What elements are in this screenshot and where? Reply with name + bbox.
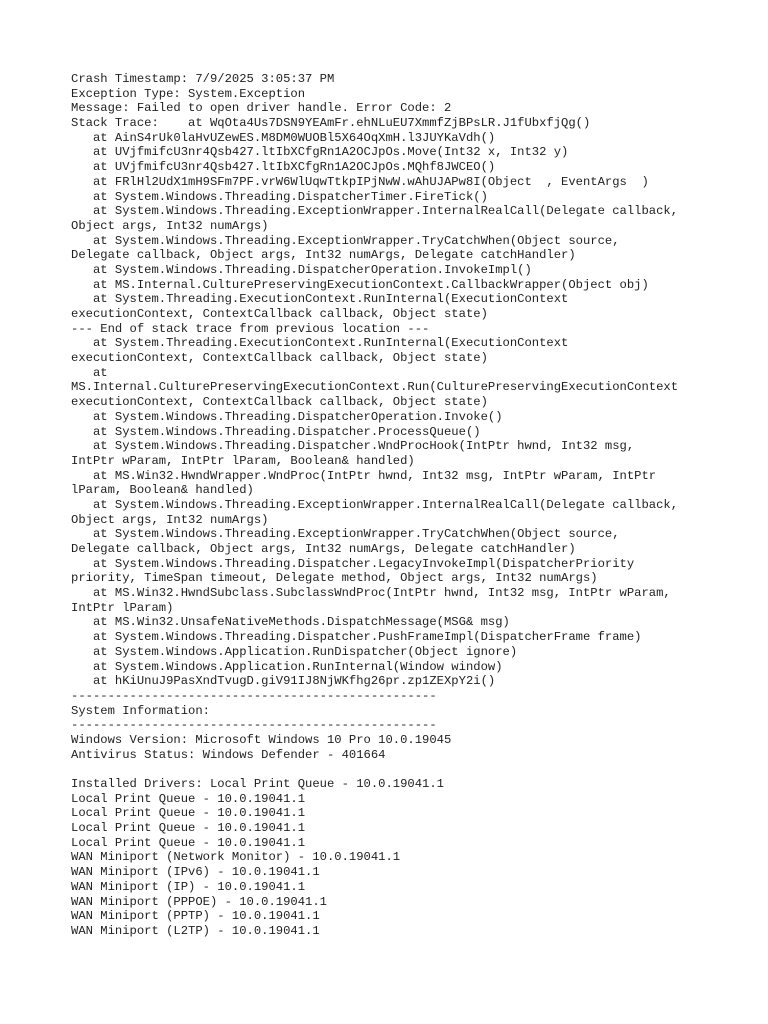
stack-trace-line: at System.Windows.Threading.Dispatcher.WndProcHook(IntPtr hwnd, Int32 msg, xyxy=(71,439,635,454)
stack-trace-line: at System.Windows.Threading.DispatcherTimer.FireTick() xyxy=(71,189,488,204)
stack-trace-separator-line: --- End of stack trace from previous location --- xyxy=(71,321,430,336)
driver-line: Local Print Queue - 10.0.19041.1 xyxy=(71,791,306,806)
driver-line: WAN Miniport (PPPOE) - 10.0.19041.1 xyxy=(71,894,327,909)
stack-trace-line: at System.Threading.ExecutionContext.RunInternal(ExecutionContext xyxy=(71,336,569,351)
stack-trace-line: at MS.Internal.CulturePreservingExecutionContext.CallbackWrapper(Object obj) xyxy=(71,277,649,292)
stack-trace-line: at FRlHl2UdX1mH9SFm7PF.vrW6WlUqwTtkpIPjNwW.wAhUJAPw8I(Object , EventArgs ) xyxy=(71,174,649,189)
stack-trace-line: executionContext, ContextCallback callback, Object state) xyxy=(71,395,488,410)
stack-trace-line: at System.Windows.Threading.DispatcherOperation.Invoke() xyxy=(71,409,503,424)
stack-trace-line: Object args, Int32 numArgs) xyxy=(71,512,269,527)
stack-trace-line: MS.Internal.CulturePreservingExecutionContext.Run(CulturePreservingExecutionContext xyxy=(71,380,679,395)
crash-timestamp-line: Crash Timestamp: 7/9/2025 3:05:37 PM xyxy=(71,72,335,86)
stack-trace-header-line: Stack Trace: at WqOta4Us7DSN9YEAmFr.ehNLuEU7XmmfZjBPsLR.J1fUbxfjQg() xyxy=(71,116,591,131)
stack-trace-line: executionContext, ContextCallback callback, Object state) xyxy=(71,307,488,321)
stack-trace-line: lParam, Boolean& handled) xyxy=(71,483,254,498)
stack-trace-line: executionContext, ContextCallback callback, Object state) xyxy=(71,351,488,366)
stack-trace-line: at System.Windows.Threading.ExceptionWrapper.TryCatchWhen(Object source, xyxy=(71,233,620,248)
stack-trace-line: at System.Windows.Threading.DispatcherOperation.InvokeImpl() xyxy=(71,262,532,277)
stack-trace-line: at MS.Win32.UnsafeNativeMethods.DispatchMessage(MSG& msg) xyxy=(71,615,510,630)
stack-trace-line: at System.Windows.Threading.ExceptionWrapper.InternalRealCall(Delegate callback, xyxy=(71,204,679,219)
stack-trace-line: at MS.Win32.HwndWrapper.WndProc(IntPtr hwnd, Int32 msg, IntPtr wParam, IntPtr xyxy=(71,468,657,483)
stack-trace-line: at MS.Win32.HwndSubclass.SubclassWndProc(IntPtr hwnd, Int32 msg, IntPtr wParam, xyxy=(71,586,671,601)
driver-line: WAN Miniport (L2TP) - 10.0.19041.1 xyxy=(71,923,320,938)
stack-trace-line: at System.Windows.Threading.Dispatcher.PushFrameImpl(DispatcherFrame frame) xyxy=(71,630,642,645)
driver-line: WAN Miniport (IPv6) - 10.0.19041.1 xyxy=(71,865,320,880)
stack-trace-line: Delegate callback, Object args, Int32 numArgs, Delegate catchHandler) xyxy=(71,542,576,556)
stack-trace-line: Object args, Int32 numArgs) xyxy=(71,218,269,233)
stack-trace-line: IntPtr lParam) xyxy=(71,600,174,615)
section-divider: -------------------------------------------------- xyxy=(71,688,437,703)
driver-line: Local Print Queue - 10.0.19041.1 xyxy=(71,821,306,836)
driver-line: WAN Miniport (PPTP) - 10.0.19041.1 xyxy=(71,909,320,924)
stack-trace-line: priority, TimeSpan timeout, Delegate method, Object args, Int32 numArgs) xyxy=(71,571,598,586)
stack-trace-line: at UVjfmifcU3nr4Qsb427.ltIbXCfgRn1A2OCJpOs.MQhf8JWCEO() xyxy=(71,160,496,175)
stack-trace-line: at System.Windows.Application.RunInternal(Window window) xyxy=(71,659,503,674)
stack-trace-line: at System.Windows.Threading.Dispatcher.ProcessQueue() xyxy=(71,424,481,439)
driver-line: Local Print Queue - 10.0.19041.1 xyxy=(71,835,306,850)
stack-trace-line: at System.Windows.Application.RunDispatcher(Object ignore) xyxy=(71,644,518,659)
installed-drivers-line: Installed Drivers: Local Print Queue - 10.0.19041.1 xyxy=(71,777,444,791)
driver-line: WAN Miniport (Network Monitor) - 10.0.19041.1 xyxy=(71,850,401,865)
stack-trace-line: at AinS4rUk0laHvUZewES.M8DM0WUOBl5X64OqXmH.l3JUYKaVdh() xyxy=(71,130,496,145)
driver-line: WAN Miniport (IP) - 10.0.19041.1 xyxy=(71,879,306,894)
crash-report-document xyxy=(71,72,751,939)
section-divider: -------------------------------------------------- xyxy=(71,718,437,733)
system-information-heading: System Information: xyxy=(71,703,210,718)
windows-version-line: Windows Version: Microsoft Windows 10 Pro 10.0.19045 xyxy=(71,732,452,747)
antivirus-status-line: Antivirus Status: Windows Defender - 401664 xyxy=(71,747,386,762)
stack-trace-line: at System.Windows.Threading.ExceptionWrapper.TryCatchWhen(Object source, xyxy=(71,527,620,542)
message-line: Message: Failed to open driver handle. Error Code: 2 xyxy=(71,101,452,116)
stack-trace-line: at System.Threading.ExecutionContext.RunInternal(ExecutionContext xyxy=(71,292,569,307)
stack-trace-line: IntPtr wParam, IntPtr lParam, Boolean& handled) xyxy=(71,453,415,468)
stack-trace-line: at UVjfmifcU3nr4Qsb427.ltIbXCfgRn1A2OCJpOs.Move(Int32 x, Int32 y) xyxy=(71,145,569,160)
stack-trace-line: Delegate callback, Object args, Int32 numArgs, Delegate catchHandler) xyxy=(71,248,576,263)
driver-line: Local Print Queue - 10.0.19041.1 xyxy=(71,806,306,821)
stack-trace-line: at System.Windows.Threading.ExceptionWrapper.InternalRealCall(Delegate callback, xyxy=(71,497,679,512)
stack-trace-line: at xyxy=(71,365,108,380)
stack-trace-line: at hKiUnuJ9PasXndTvugD.giV91IJ8NjWKfhg26pr.zp1ZEXpY2i() xyxy=(71,674,496,689)
blank-line xyxy=(71,762,751,777)
stack-trace-line: at System.Windows.Threading.Dispatcher.LegacyInvokeImpl(DispatcherPriority xyxy=(71,556,635,571)
exception-type-line: Exception Type: System.Exception xyxy=(71,86,306,101)
